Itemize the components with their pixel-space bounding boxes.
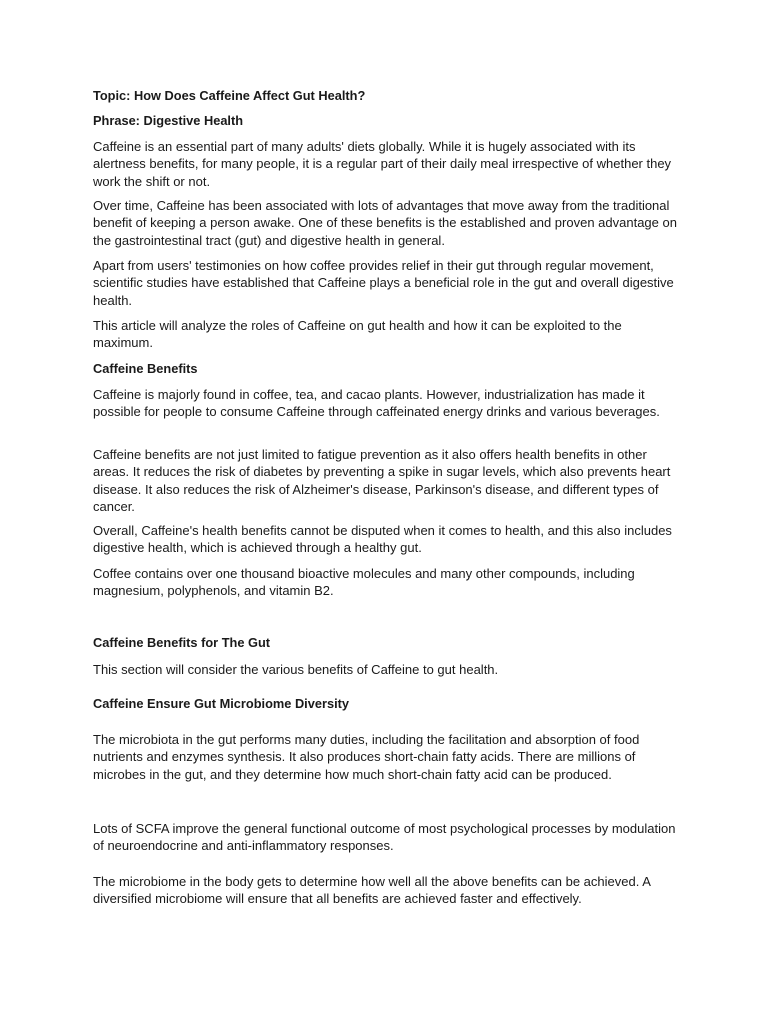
phrase-heading: Phrase: Digestive Health bbox=[93, 113, 244, 128]
benefits-paragraph-3: Overall, Caffeine's health benefits cannot be disputed when it comes to health, and this also includes digestive health, which is achieved through a healthy gut. bbox=[93, 523, 672, 556]
benefits-paragraph-1: Caffeine is majorly found in coffee, tea, and cacao plants. However, industrialization has made it possible for people to consume Caffeine through caffeinated energy drinks and various beverages. bbox=[93, 387, 660, 420]
microbiome-paragraph-2: Lots of SCFA improve the general functional outcome of most psychological processes by modulation of neuroendocrine and anti-inflammatory responses. bbox=[93, 821, 676, 854]
gut-intro-paragraph: This section will consider the various benefits of Caffeine to gut health. bbox=[93, 662, 499, 677]
section-heading-caffeine-benefits: Caffeine Benefits bbox=[93, 361, 198, 376]
intro-paragraph-2: Over time, Caffeine has been associated with lots of advantages that move away from the traditional benefit of keeping a person awake. One of these benefits is the established and proven advantage on the gastrointestinal tract (gut) and digestive health in general. bbox=[93, 198, 677, 248]
intro-paragraph-4: This article will analyze the roles of Caffeine on gut health and how it can be exploited to the maximum. bbox=[93, 318, 622, 351]
intro-paragraph-3: Apart from users' testimonies on how coffee provides relief in their gut through regular movement, scientific studies have established that Caffeine plays a beneficial role in the gut and overall digestive health. bbox=[93, 258, 674, 308]
section-heading-gut-benefits: Caffeine Benefits for The Gut bbox=[93, 635, 271, 650]
benefits-paragraph-4: Coffee contains over one thousand bioactive molecules and many other compounds, including magnesium, polyphenols, and vitamin B2. bbox=[93, 566, 635, 599]
section-heading-microbiome: Caffeine Ensure Gut Microbiome Diversity bbox=[93, 696, 350, 711]
microbiome-paragraph-1: The microbiota in the gut performs many duties, including the facilitation and absorption of food nutrients and enzymes synthesis. It also produces short-chain fatty acids. There are millions of microbes in the gut, and they determine how much short-chain fatty acid can be produced. bbox=[93, 732, 640, 782]
topic-heading: Topic: How Does Caffeine Affect Gut Health? bbox=[93, 88, 366, 103]
microbiome-paragraph-3: The microbiome in the body gets to determine how well all the above benefits can be achieved. A diversified microbiome will ensure that all benefits are achieved faster and effectively. bbox=[93, 874, 651, 907]
benefits-paragraph-2: Caffeine benefits are not just limited to fatigue prevention as it also offers health benefits in other areas. It reduces the risk of diabetes by preventing a spike in sugar levels, which also prevents heart disease. It also reduces the risk of Alzheimer's disease, Parkinson's disease, and different types of cancer. bbox=[93, 447, 671, 515]
intro-paragraph-1: Caffeine is an essential part of many adults' diets globally. While it is hugely associated with its alertness benefits, for many people, it is a regular part of their daily meal irrespective of whether they work the shift or not. bbox=[93, 139, 672, 189]
